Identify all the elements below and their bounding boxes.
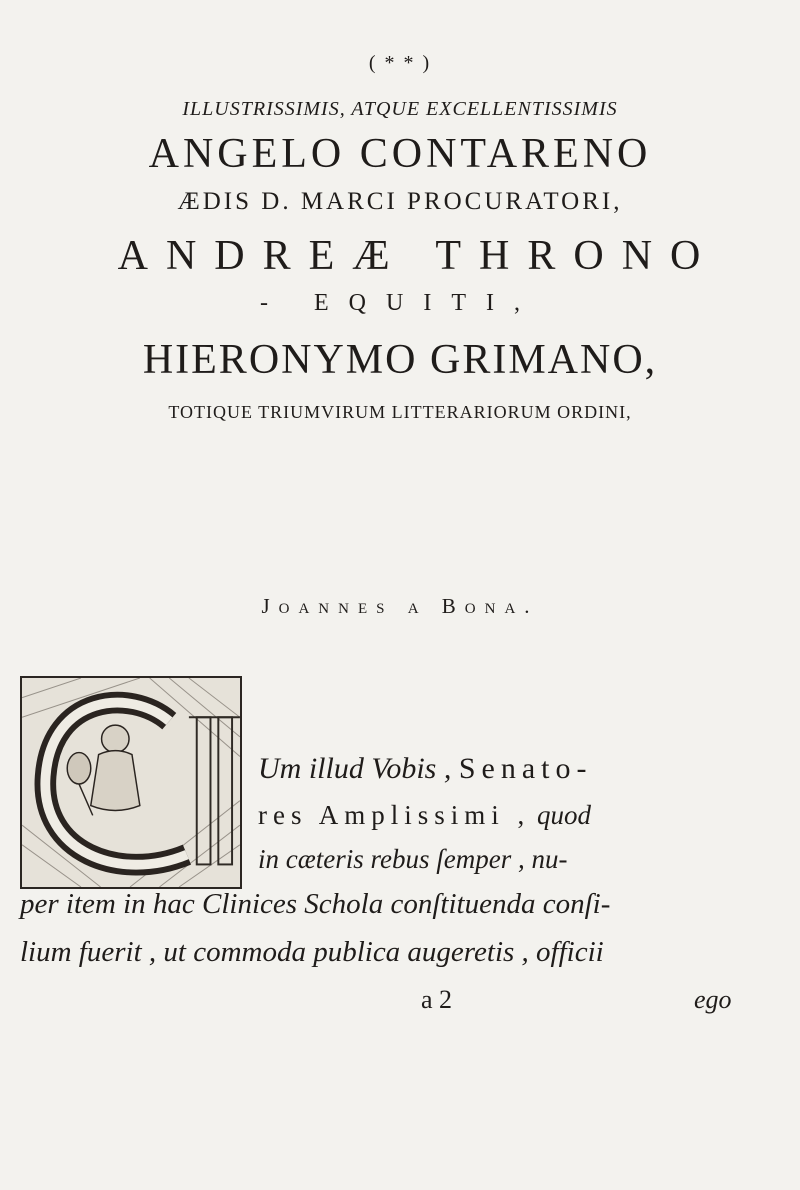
body-line-5: lium fuerit , ut commoda publica augeretis , officii [20,936,604,968]
dedicatee-name-throno: ANDREÆ THRONO [117,233,719,279]
signature-mark: ( * * ) [368,52,432,74]
body-line-2-italic: quod [537,800,592,830]
author-name: Joannes a Bona. [261,594,539,618]
dedicatee-name-grimano: HIERONYMO GRIMANO, [142,337,658,383]
engraving-illustration [22,678,240,887]
dedicatee-office-grimano: TOTIQUE TRIUMVIRUM LITTERARIORUM ORDINI, [168,402,632,422]
body-line-2 [258,800,591,831]
body-line-1 [258,752,593,786]
dedication-heading: ILLUSTRISSIMIS, ATQUE EXCELLENTISSIMIS [182,98,618,120]
signature-number: a 2 [421,985,453,1014]
body-line-3: in cæteris rebus ſemper , nu- [258,844,568,874]
body-line-1-caps: Senato- [458,752,593,785]
dedicatee-name-contareno: ANGELO CONTARENO [148,131,652,177]
decorated-initial-c-image [20,676,242,889]
body-line-2-caps: res Amplissimi , [258,800,531,830]
dedicatee-office-contareno: ÆDIS D. MARCI PROCURATORI, [177,188,623,215]
body-line-4: per item in hac Clinices Schola conſtituenda conſi- [20,888,611,920]
body-line-1-italic: Um illud Vobis , [258,752,452,785]
dedicatee-rank-throno: - EQUITI, [260,290,540,316]
catchword: ego [694,985,732,1014]
